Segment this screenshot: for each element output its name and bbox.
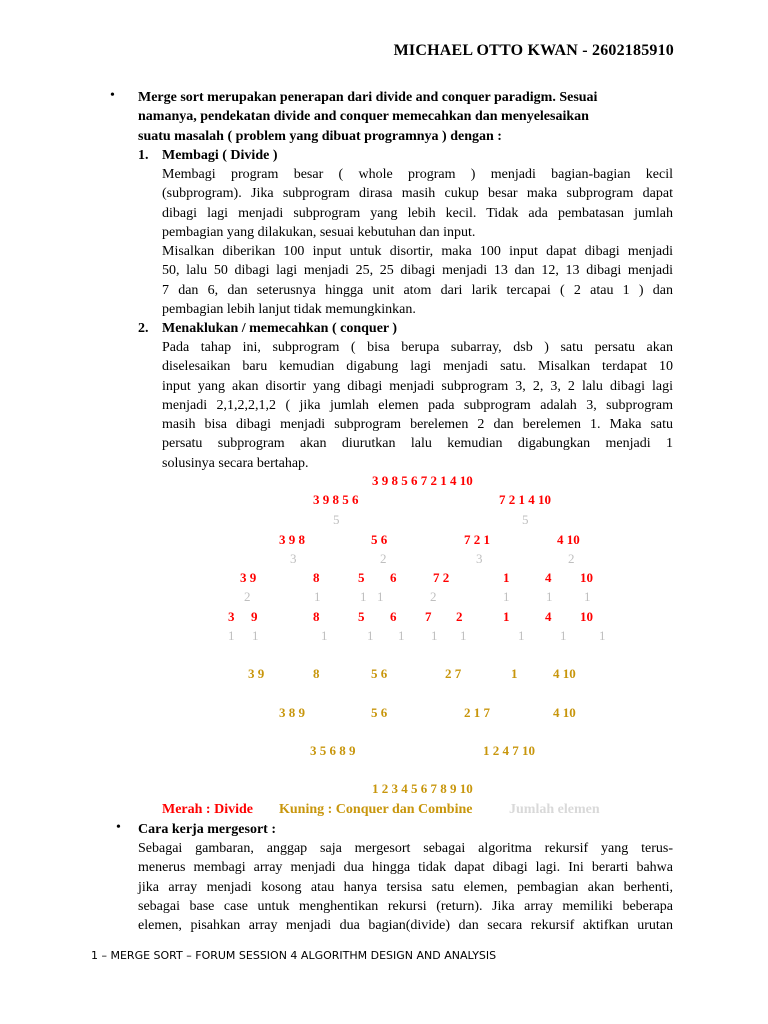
- text-line: persatu subprogram akan diurutkan lalu kemudian digabungkan menjadi 1: [162, 436, 673, 452]
- legend-conquer: Kuning : Conquer dan Combine: [279, 802, 473, 817]
- divide-node: 2: [456, 609, 463, 624]
- divide-node: 9: [251, 609, 258, 624]
- divide-node: 8: [313, 570, 320, 585]
- divide-node: 7 2 1 4 10: [499, 492, 551, 507]
- text-line: suatu masalah ( problem yang dibuat programnya ) dengan :: [138, 128, 502, 144]
- element-count: 1: [360, 589, 367, 604]
- text-line: menerus membagi array menjadi dua hingga tidak dapat dibagi lagi. Ini berarti bahwa: [138, 860, 673, 876]
- text-line: Sebagai gambaran, anggap saja mergesort sebagai algoritma rekursif yang terus-: [138, 841, 673, 856]
- page-footer: 1 – MERGE SORT – FORUM SESSION 4 ALGORITHM DESIGN AND ANALYSIS: [91, 949, 497, 962]
- element-count: 1: [503, 589, 510, 604]
- divide-node: 8: [313, 609, 320, 624]
- element-count: 1: [252, 628, 259, 643]
- divide-node: 6: [390, 609, 397, 624]
- author-header: MICHAEL OTTO KWAN - 2602185910: [393, 42, 674, 59]
- conquer-node: 3 8 9: [279, 705, 305, 720]
- text-line: pembagian yang dilakukan, sesuai kebutuhan dan input.: [162, 224, 476, 240]
- divide-node: 3 9: [240, 570, 257, 585]
- conquer-node: 2 7: [445, 666, 462, 681]
- divide-node: 3 9 8 5 6 7 2 1 4 10: [372, 473, 473, 488]
- divide-node: 1: [503, 570, 510, 585]
- mergesort-bullet: •: [116, 820, 121, 835]
- divide-node: 3 9 8: [279, 532, 305, 547]
- element-count: 1: [228, 628, 235, 643]
- element-count: 1: [367, 628, 374, 643]
- conquer-node: 1 2 3 4 5 6 7 8 9 10: [372, 781, 473, 796]
- divide-node: 7: [425, 609, 432, 624]
- step1-number: 1.: [138, 148, 149, 163]
- divide-node: 7 2: [433, 570, 450, 585]
- conquer-node: 5 6: [371, 666, 388, 681]
- conquer-node: 8: [313, 666, 320, 681]
- text-line: Misalkan diberikan 100 input untuk disortir, maka 100 input dapat dibagi menjadi: [162, 244, 673, 260]
- element-count: 1: [584, 589, 591, 604]
- element-count: 1: [518, 628, 525, 643]
- element-count: 1: [377, 589, 384, 604]
- divide-node: 4: [545, 609, 552, 624]
- element-count: 1: [431, 628, 438, 643]
- divide-node: 4: [545, 570, 552, 585]
- divide-node: 10: [580, 609, 593, 624]
- divide-node: 5: [358, 609, 365, 624]
- element-count: 1: [546, 589, 553, 604]
- text-line: Membagi program besar ( whole program ) menjadi bagian-bagian kecil: [162, 167, 673, 182]
- element-count: 2: [568, 551, 575, 566]
- conquer-node: 1: [511, 666, 518, 681]
- divide-node: 3: [228, 609, 235, 624]
- text-line: 7 dan 6, dan seterusnya hingga unit atom dari larik tercapai ( 2 atau 1 ) dan: [162, 282, 673, 298]
- divide-node: 5 6: [371, 532, 388, 547]
- conquer-node: 3 9: [248, 666, 265, 681]
- element-count: 1: [560, 628, 567, 643]
- text-line: (subprogram). Jika subprogram dirasa masih cukup besar maka subprogram dapat: [162, 186, 673, 202]
- element-count: 1: [314, 589, 321, 604]
- text-line: 50, lalu 50 dibagi lagi menjadi 25, 25 dibagi menjadi 13 dan 12, 13 dibagi menjadi: [162, 263, 673, 279]
- element-count: 2: [244, 589, 251, 604]
- divide-node: 1: [503, 609, 510, 624]
- intro-paragraph: [138, 88, 673, 146]
- text-line: sebagai base case untuk menghentikan rekursi (return). Jika array memiliki beberapa: [138, 898, 673, 914]
- text-line: masih bisa dibagi menjadi subprogram berelemen 2 dan berelemen 1. Maka satu: [162, 417, 673, 433]
- divide-node: 5: [358, 570, 365, 585]
- text-line: Pada tahap ini, subprogram ( bisa berupa subarray, dsb ) satu persatu akan: [162, 340, 673, 355]
- conquer-node: 2 1 7: [464, 705, 490, 720]
- legend-count: Jumlah elemen: [509, 802, 600, 817]
- text-line: menjadi 2,1,2,2,1,2 ( jika jumlah elemen pada subprogram adalah 3, subprogram: [162, 397, 673, 413]
- text-line: elemen, pisahkan array menjadi dua bagian(divide) dan secara rekursif aktifkan urutan: [138, 918, 673, 934]
- element-count: 5: [522, 512, 529, 527]
- element-count: 2: [430, 589, 437, 604]
- divide-node: 3 9 8 5 6: [313, 492, 359, 507]
- text-line: namanya, pendekatan divide and conquer memecahkan dan menyelesaikan: [138, 109, 589, 125]
- element-count: 1: [599, 628, 606, 643]
- mergesort-title: Cara kerja mergesort :: [138, 822, 276, 837]
- text-line: solusinya secara bertahap.: [162, 455, 309, 471]
- legend-divide: Merah : Divide: [162, 802, 253, 817]
- element-count: 3: [290, 551, 297, 566]
- conquer-node: 4 10: [553, 666, 576, 681]
- element-count: 5: [333, 512, 340, 527]
- intro-bullet: •: [110, 88, 115, 103]
- mergesort-paragraph: [138, 839, 673, 935]
- conquer-node: 4 10: [553, 705, 576, 720]
- text-line: dibagi lagi menjadi subprogram yang lebih kecil. Tidak ada pembatasan jumlah: [162, 205, 673, 221]
- conquer-node: 1 2 4 7 10: [483, 743, 535, 758]
- conquer-node: 3 5 6 8 9: [310, 743, 356, 758]
- divide-node: 4 10: [557, 532, 580, 547]
- text-line: diselesaikan baru kemudian digabung lagi menjadi satu. Misalkan terdapat 10: [162, 359, 673, 375]
- step1-title: Membagi ( Divide ): [162, 148, 278, 163]
- divide-node: 10: [580, 570, 593, 585]
- divide-node: 7 2 1: [464, 532, 490, 547]
- element-count: 2: [380, 551, 387, 566]
- step1-paragraph: [162, 165, 673, 319]
- step2-number: 2.: [138, 321, 149, 336]
- step2-title: Menaklukan / memecahkan ( conquer ): [162, 321, 398, 336]
- element-count: 3: [476, 551, 483, 566]
- divide-node: 6: [390, 570, 397, 585]
- element-count: 1: [321, 628, 328, 643]
- conquer-node: 5 6: [371, 705, 388, 720]
- text-line: input yang akan disortir yang dibagi menjadi subprogram 3, 2, 3, 2 lalu dibagi lagi: [162, 378, 673, 394]
- text-line: pembagian lebih lanjut tidak memungkinkan.: [162, 302, 416, 318]
- step2-paragraph: [162, 338, 673, 473]
- element-count: 1: [460, 628, 467, 643]
- text-line: Merge sort merupakan penerapan dari divide and conquer paradigm. Sesuai: [138, 90, 598, 105]
- text-line: jika array menjadi kosong atau hanya tersisa satu elemen, pembagian akan berhenti,: [138, 879, 673, 895]
- element-count: 1: [398, 628, 405, 643]
